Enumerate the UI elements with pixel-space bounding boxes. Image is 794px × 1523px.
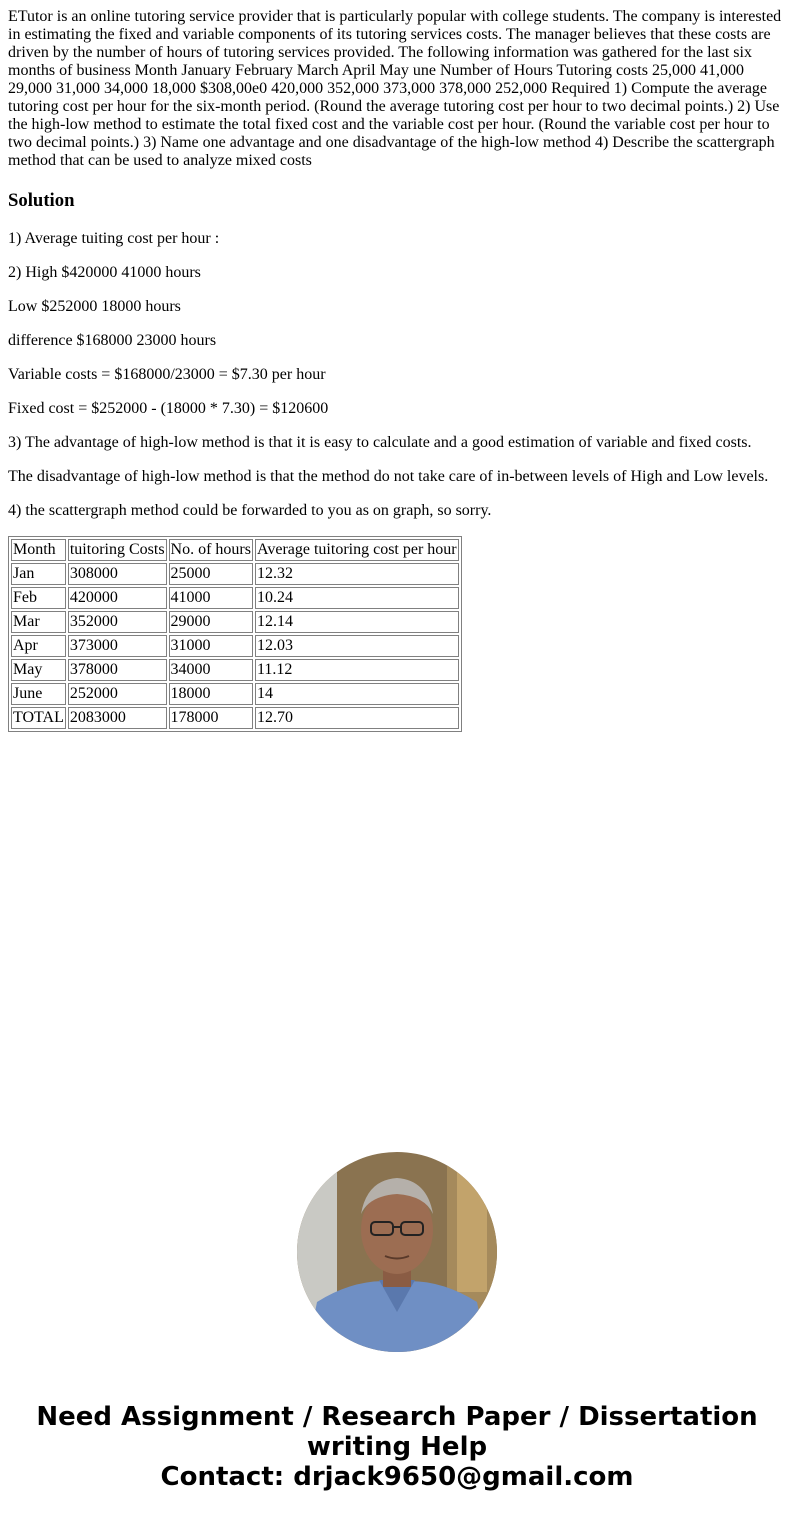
promo-line: Need Assignment / Research Paper / Dissertation: [36, 1402, 758, 1432]
table-cell: TOTAL: [11, 707, 66, 729]
avatar: [297, 1152, 497, 1352]
solution-line: Variable costs = $168000/23000 = $7.30 per hour: [8, 366, 326, 383]
table-cell: 41000: [169, 587, 253, 609]
table-cell: 34000: [169, 659, 253, 681]
table-row-total: [11, 707, 459, 729]
table-cell: Mar: [11, 611, 66, 633]
table-cell: June: [11, 683, 66, 705]
table-header-cell: No. of hours: [169, 539, 253, 561]
solution-line: Low $252000 18000 hours: [8, 298, 181, 315]
table-cell: Jan: [11, 563, 66, 585]
table-cell: Feb: [11, 587, 66, 609]
table-cell: 2083000: [68, 707, 167, 729]
table-cell: 308000: [68, 563, 167, 585]
table-cell: Apr: [11, 635, 66, 657]
table-cell: 29000: [169, 611, 253, 633]
table-cell: 25000: [169, 563, 253, 585]
promo-line: writing Help: [306, 1432, 488, 1462]
promo-text: [0, 1402, 794, 1492]
solution-line: 1) Average tuiting cost per hour :: [8, 230, 220, 247]
solution-line: difference $168000 23000 hours: [8, 332, 217, 349]
table-cell: 420000: [68, 587, 167, 609]
solution-line: Fixed cost = $252000 - (18000 * 7.30) = $120600: [8, 400, 329, 417]
table-row: [11, 611, 459, 633]
table-cell: 178000: [169, 707, 253, 729]
table-cell: 12.03: [255, 635, 459, 657]
tutor-portrait-image: [297, 1152, 497, 1352]
table-header-row: [11, 539, 459, 561]
table-cell: 18000: [169, 683, 253, 705]
table-header-cell: tuitoring Costs: [68, 539, 167, 561]
solution-line: 4) the scattergraph method could be forwarded to you as on graph, so sorry.: [8, 502, 492, 519]
table-cell: 12.32: [255, 563, 459, 585]
table-row: [11, 563, 459, 585]
table-row: [11, 659, 459, 681]
table-cell: 373000: [68, 635, 167, 657]
table-header-cell: Month: [11, 539, 66, 561]
table-row: [11, 587, 459, 609]
table-cell: 31000: [169, 635, 253, 657]
table-cell: 12.70: [255, 707, 459, 729]
table-cell: 252000: [68, 683, 167, 705]
solution-line: 2) High $420000 41000 hours: [8, 264, 201, 281]
solution-line: 3) The advantage of high-low method is that it is easy to calculate and a good estimation of variable and fixed costs.: [8, 434, 752, 451]
table-header-cell: Average tuitoring cost per hour: [255, 539, 459, 561]
table-row: [11, 635, 459, 657]
main-content: [8, 8, 786, 732]
table-cell: 378000: [68, 659, 167, 681]
solution-heading: Solution: [8, 190, 75, 211]
table-cell: 14: [255, 683, 459, 705]
table-cell: 12.14: [255, 611, 459, 633]
cost-table: [8, 536, 462, 732]
table-cell: 10.24: [255, 587, 459, 609]
solution-line: The disadvantage of high-low method is that the method do not take care of in-between levels of High and Low levels.: [8, 468, 769, 485]
table-row: [11, 683, 459, 705]
table-cell: May: [11, 659, 66, 681]
question-text: ETutor is an online tutoring service provider that is particularly popular with college students. The company is interested in estimating the fixed and variable components of its tutoring services costs. The manager believes that these costs are driven by the number of hours of tutoring services provided. The following information was gathered for the last six months of business Month January February March April May une Number of Hours Tutoring costs 25,000 41,000 29,000 31,000 34,000 18,000 $308,00e0 420,000 352,000 373,000 378,000 252,000 Required 1) Compute the average tutoring cost per hour for the six-month period. (Round the average tutoring cost per hour to two decimal points.) 2) Use the high-low method to estimate the total fixed cost and the variable cost per hour. (Round the variable cost per hour to two decimal points.) 3) Name one advantage and one disadvantage of the high-low method 4) Describe the scattergraph method that can be used to analyze mixed costs: [8, 8, 782, 169]
promo-contact: Contact: drjack9650@gmail.com: [160, 1462, 634, 1492]
table-cell: 352000: [68, 611, 167, 633]
table-cell: 11.12: [255, 659, 459, 681]
